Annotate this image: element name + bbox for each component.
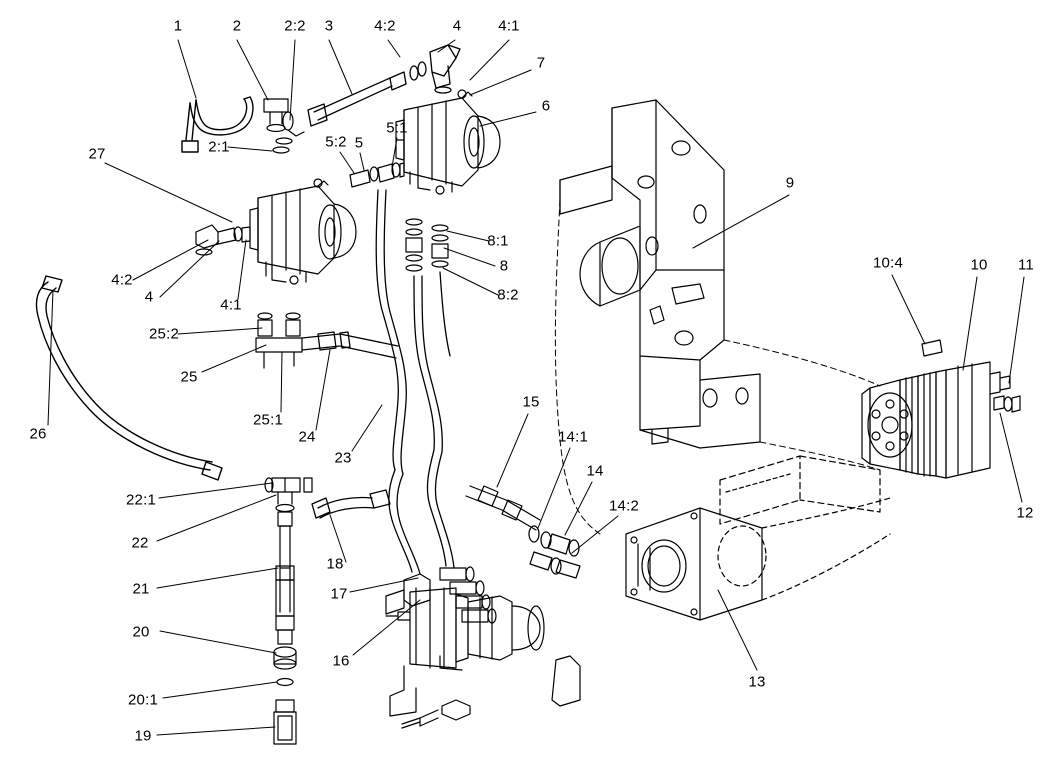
callout-label: 20 — [132, 623, 150, 641]
hose-23-24 — [376, 190, 454, 574]
chassis-frame — [560, 100, 760, 448]
hose-3-group — [308, 45, 460, 126]
callout-label: 22:1 — [126, 491, 156, 509]
callout-label: 2:2 — [284, 17, 306, 35]
pump-27 — [250, 179, 356, 284]
callout-label: 5:2 — [325, 133, 347, 151]
callout-label: 4:1 — [498, 17, 520, 35]
hose-18 — [312, 490, 390, 518]
callout-label: 14:2 — [609, 497, 639, 515]
callout-label: 4 — [452, 17, 462, 35]
callout-label: 24 — [298, 428, 316, 446]
callout-label: 17 — [330, 585, 348, 603]
callout-label: 11 — [1018, 256, 1034, 274]
callout-label: 4 — [144, 288, 154, 306]
callout-label: 9 — [785, 174, 795, 192]
motor-10 — [862, 340, 1020, 478]
callout-label: 15 — [522, 393, 540, 411]
callout-label: 14:1 — [558, 428, 588, 446]
callout-label: 5 — [354, 134, 364, 152]
callout-label: 4:2 — [374, 17, 396, 35]
callout-label: 25 — [180, 368, 198, 386]
callout-label: 7 — [536, 54, 546, 72]
callout-label: 10 — [970, 256, 988, 274]
callout-label: 8:2 — [497, 286, 519, 304]
callout-label: 26 — [29, 425, 47, 443]
callout-label: 4:1 — [220, 296, 242, 314]
callout-label: 8:1 — [487, 232, 509, 250]
callout-label: 18 — [326, 555, 344, 573]
construction-lines — [555, 200, 880, 534]
callout-label: 14 — [586, 462, 604, 480]
leader-lines-left — [48, 240, 382, 451]
callout-label: 4:2 — [111, 271, 133, 289]
callout-label: 1 — [173, 17, 183, 35]
callout-label: 13 — [748, 673, 766, 691]
callout-label: 20:1 — [128, 691, 158, 709]
callout-label: 5:1 — [386, 119, 408, 137]
callout-label: 25:2 — [149, 325, 179, 343]
callout-label: 21 — [132, 580, 150, 598]
callout-label: 23 — [334, 449, 352, 467]
fitting-2-group — [264, 99, 304, 153]
leader-lines-bottom-left — [157, 483, 420, 735]
callout-label: 16 — [332, 652, 350, 670]
manifold-25 — [256, 313, 302, 368]
frame-lower — [626, 456, 890, 620]
fitting-5-group — [350, 163, 404, 187]
vertical-stack-19-22 — [265, 478, 312, 744]
pump-6 — [396, 90, 500, 194]
callout-label: 3 — [324, 17, 334, 35]
callout-label: 19 — [134, 727, 152, 745]
callout-label: 27 — [88, 145, 106, 163]
callout-label: 22 — [131, 534, 149, 552]
callout-label: 6 — [541, 97, 551, 115]
hose-15-14 — [466, 486, 580, 578]
callout-label: 25:1 — [253, 411, 283, 429]
hose-24 — [302, 332, 398, 358]
callout-label: 12 — [1016, 504, 1034, 522]
fitting-8-group — [406, 219, 448, 271]
elbow-4-left — [196, 225, 250, 255]
callout-label: 10:4 — [873, 254, 903, 272]
callout-label: 2:1 — [208, 138, 230, 156]
callout-label: 2 — [232, 17, 242, 35]
callout-label: 8 — [499, 257, 509, 275]
